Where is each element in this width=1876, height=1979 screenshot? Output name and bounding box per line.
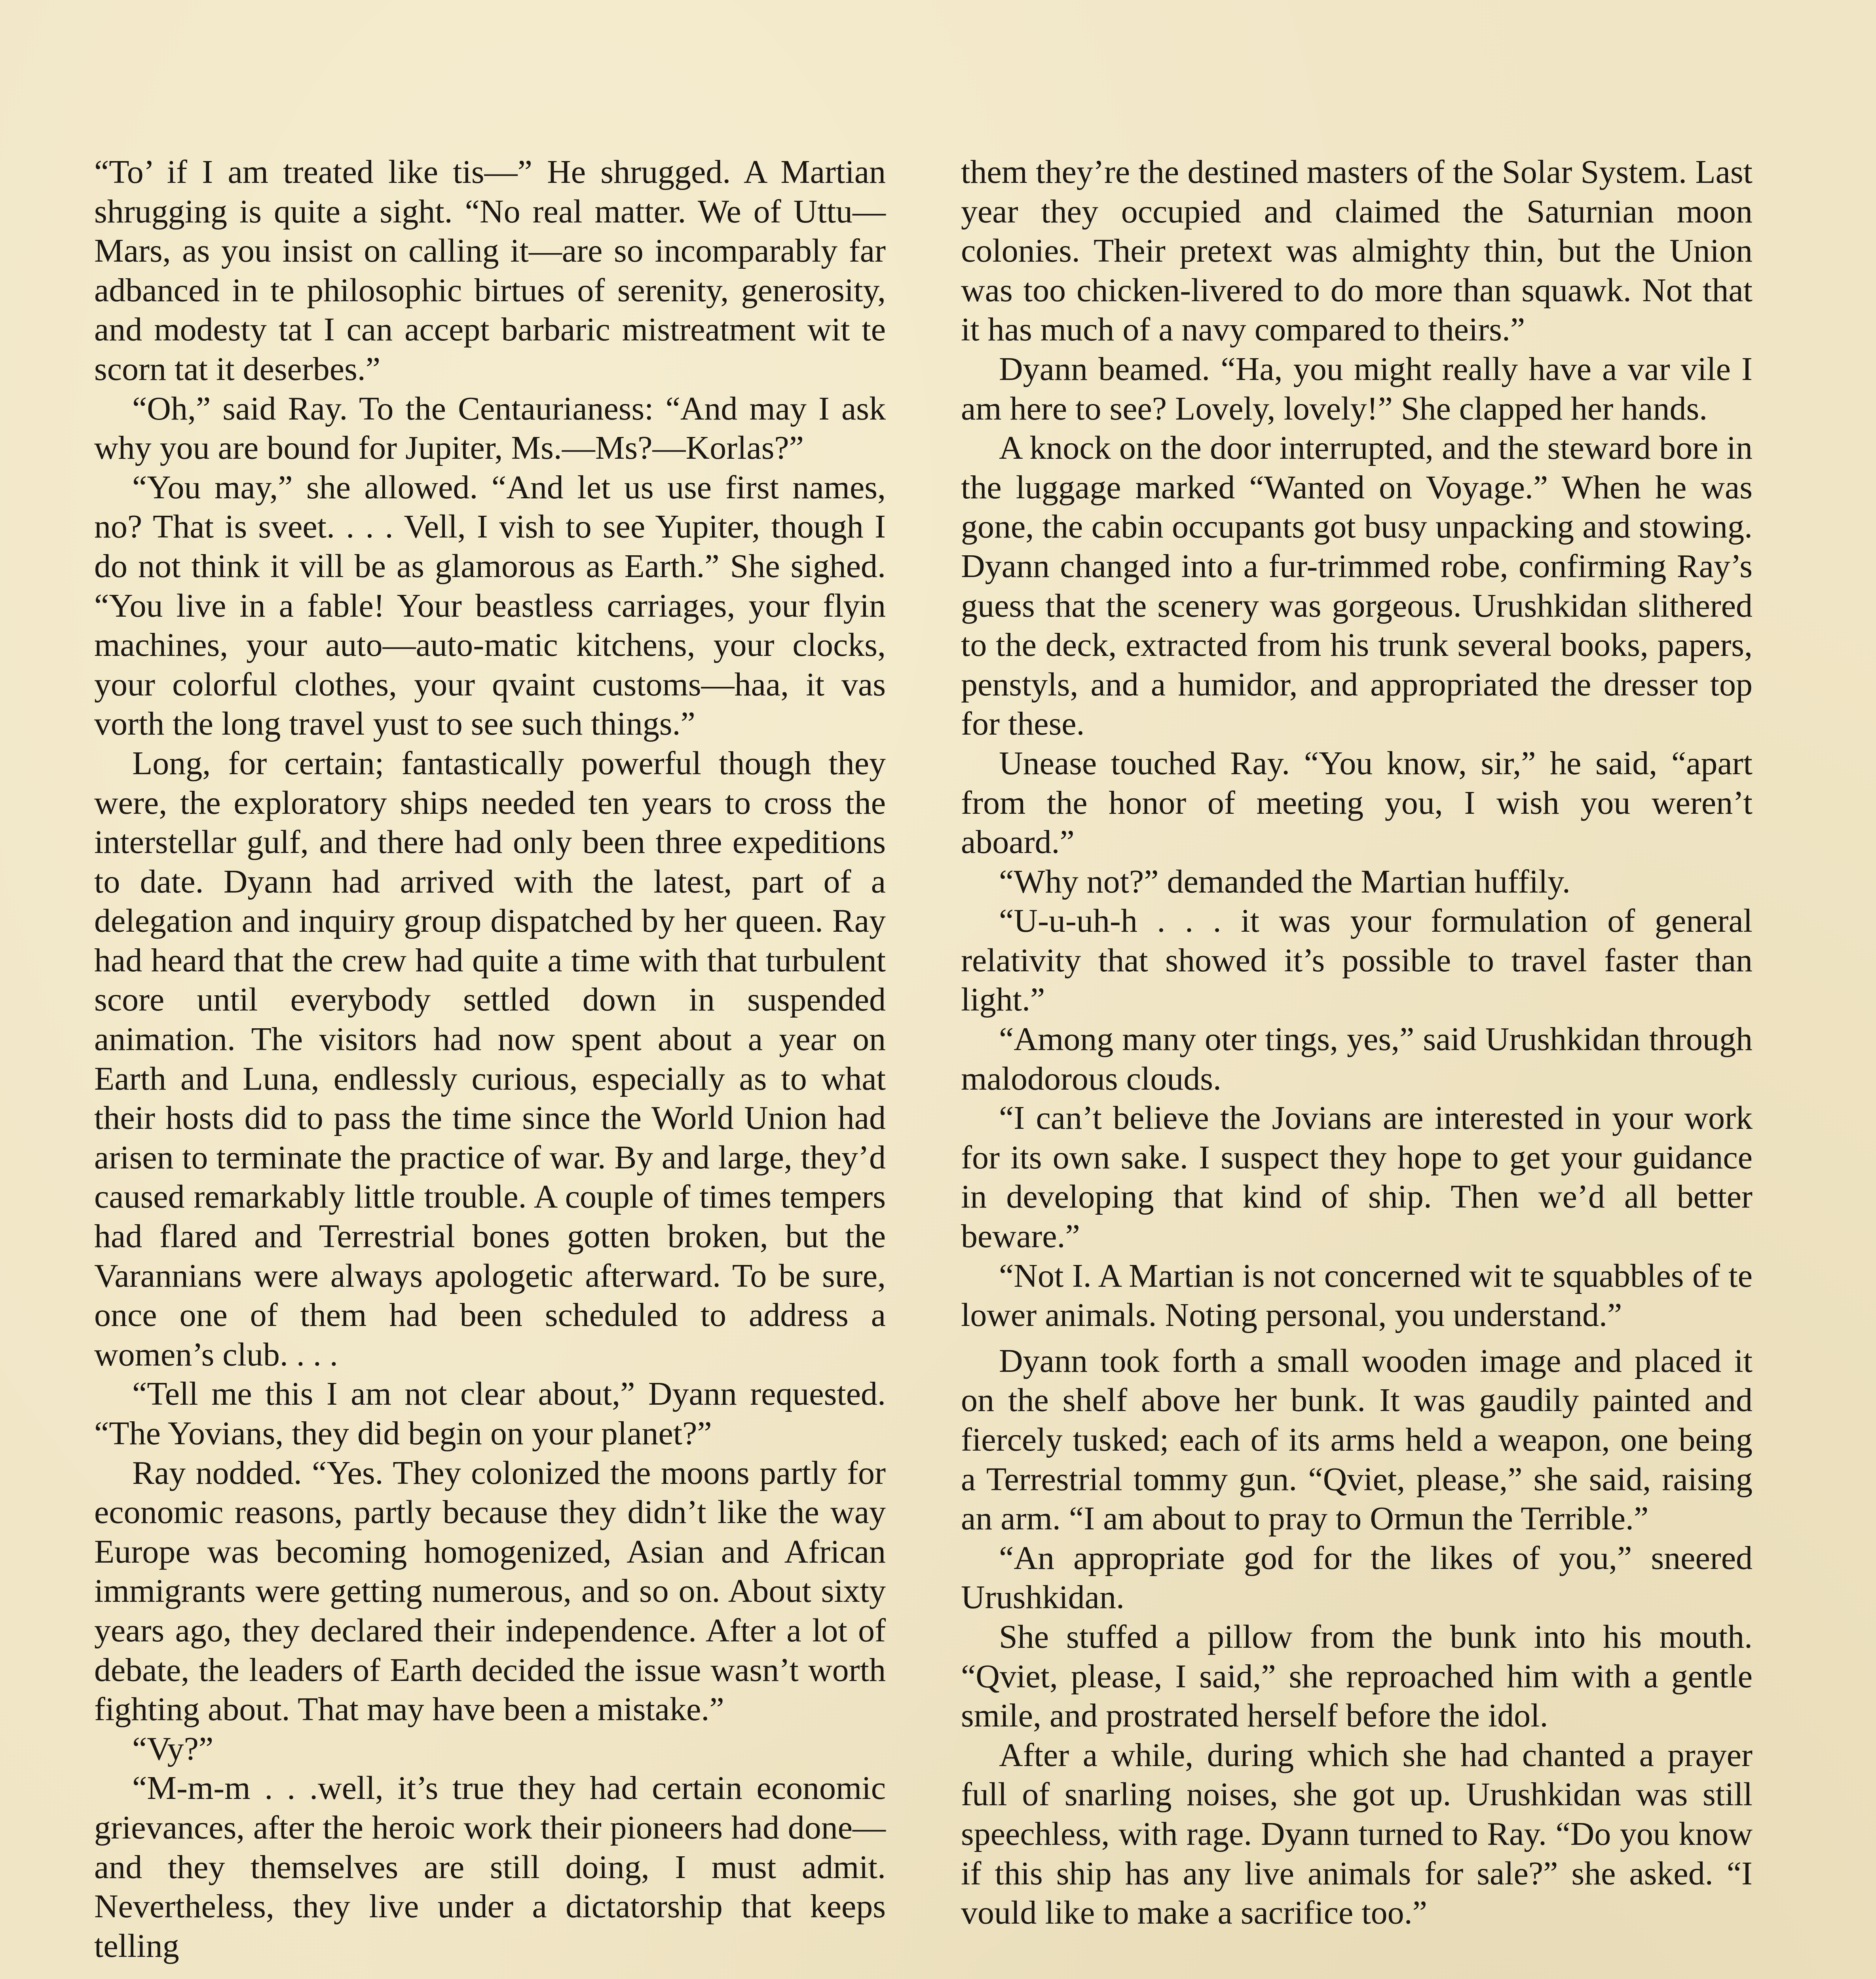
paragraph: Unease touched Ray. “You know, sir,” he said, “apart from the honor of meeting you, I wish you weren’t aboard.” — [961, 744, 1753, 861]
paragraph: “Oh,” said Ray. To the Centaurianess: “And may I ask why you are bound for Jupiter, Ms.—Ms?—Korlas?” — [94, 390, 886, 467]
left-column — [94, 152, 886, 1966]
paragraph: Long, for certain; fantastically powerful though they were, the exploratory ships needed ten years to cross the interstellar gulf, and there had only been three expeditions to date. Dyann had arrived with the latest, part of a delegation and inquiry group dispatched by her queen. Ray had heard that the crew had quite a time with that turbulent score until everybody settled down in suspended animation. The visitors had now spent about a year on Earth and Luna, endlessly curious, especially as to what their hosts did to pass the time since the World Union had arisen to terminate the practice of war. By and large, they’d caused remarkably little trouble. A couple of times tempers had flared and Terrestrial bones gotten broken, but the Varannians were always apologetic afterward. To be sure, once one of them had been scheduled to address a women’s club. . . . — [94, 744, 886, 1373]
paragraph: “M-m-m . . .well, it’s true they had certain economic grievances, after the heroic work their pioneers had done—and they themselves are still doing, I must admit. Nevertheless, they live under a dictatorship that keeps telling — [94, 1770, 886, 1964]
paragraph: Dyann beamed. “Ha, you might really have a var vile I am here to see? Lovely, lovely!” She clapped her hands. — [961, 350, 1753, 427]
paragraph: A knock on the door interrupted, and the steward bore in the luggage marked “Wanted on Voyage.” When he was gone, the cabin occupants got busy unpacking and stowing. Dyann changed into a fur-trimmed robe, confirming Ray’s guess that the scenery was gorgeous. Urushkidan slithered to the deck, extracted from his trunk several books, papers, penstyls, and a humidor, and appropriated the dresser top for these. — [961, 429, 1753, 743]
paragraph: them they’re the destined masters of the Solar System. Last year they occupied and claimed the Saturnian moon colonies. Their pretext was almighty thin, but the Union was too chicken-livered to do more than squawk. Not that it has much of a navy compared to theirs.” — [961, 154, 1753, 348]
paragraph: “Vy?” — [132, 1730, 214, 1767]
paragraph: After a while, during which she had chanted a prayer full of snarling noises, she got up. Urushkidan was still speechless, with rage. Dyann turned to Ray. “Do you know if this ship has any live animals for sale?” she asked. “I vould like to make a sacrifice too.” — [961, 1736, 1753, 1932]
paragraph: Ray nodded. “Yes. They colonized the moons partly for economic reasons, partly because they didn’t like the way Europe was becoming homogenized, Asian and African immigrants were getting numerous, and so on. About sixty years ago, they declared their independence. After a lot of debate, the leaders of Earth decided the issue wasn’t worth fighting about. That may have been a mistake.” — [94, 1454, 886, 1728]
paragraph: “An appropriate god for the likes of you,” sneered Urushkidan. — [961, 1539, 1753, 1616]
right-column — [961, 152, 1753, 1933]
paragraph: “U-u-uh-h . . . it was your formulation of general relativity that showed it’s possible to travel faster than light.” — [961, 902, 1753, 1018]
paragraph: “I can’t believe the Jovians are interested in your work for its own sake. I suspect they hope to get your guidance in developing that kind of ship. Then we’d all better beware.” — [961, 1100, 1753, 1255]
paragraph: “To’ if I am treated like tis—” He shrugged. A Martian shrugging is quite a sight. “No real matter. We of Uttu—Mars, as you insist on calling it—are so incomparably far adbanced in te philosophic birtues of serenity, generosity, and modesty tat I can accept barbaric mistreatment wit te scorn tat it deserbes.” — [94, 154, 886, 387]
paragraph: “Among many oter tings, yes,” said Urushkidan through malodorous clouds. — [961, 1021, 1753, 1097]
paragraph: “Tell me this I am not clear about,” Dyann requested. “The Yovians, they did begin on your planet?” — [94, 1375, 886, 1452]
paragraph: “Why not?” demanded the Martian huffily. — [999, 863, 1570, 900]
paragraph: “You may,” she allowed. “And let us use first names, no? That is sveet. . . . Vell, I vish to see Yupiter, though I do not think it vill be as glamorous as Earth.” She sighed. “You live in a fable! Your beastless carriages, your flyin machines, your auto—auto-matic kitchens, your clocks, your colorful clothes, your qvaint customs—haa, it vas vorth the long travel yust to see such things.” — [94, 469, 886, 743]
paragraph: Dyann took forth a small wooden image and placed it on the shelf above her bunk. It was gaudily painted and fiercely tusked; each of its arms held a weapon, one being a Terrestrial tommy gun. “Qviet, please,” she said, raising an arm. “I am about to pray to Ormun the Terrible.” — [961, 1342, 1753, 1537]
paragraph: “Not I. A Martian is not concerned wit te squabbles of te lower animals. Noting personal, you understand.” — [961, 1257, 1753, 1334]
paragraph: She stuffed a pillow from the bunk into his mouth. “Qviet, please, I said,” she reproached him with a gentle smile, and prostrated herself before the idol. — [961, 1618, 1753, 1734]
